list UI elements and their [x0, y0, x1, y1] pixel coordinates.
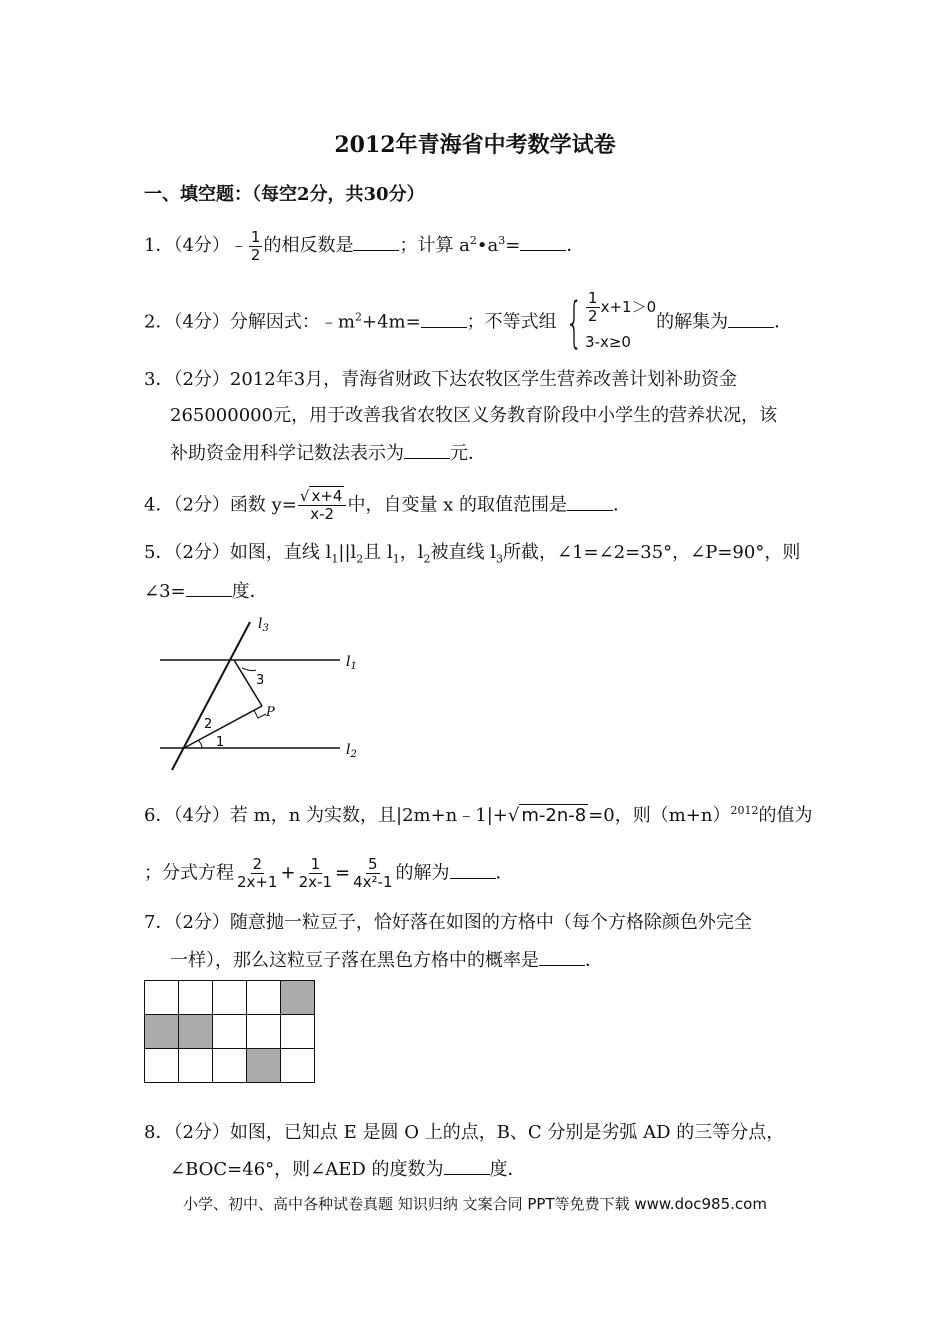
section-heading: 一、填空题：（每空2分，共30分）	[144, 184, 425, 205]
answer-blank	[404, 440, 450, 459]
label-l2: $l_2$	[346, 742, 357, 760]
question-3-line-2: 265000000元，用于改善我省农牧区义务教育阶段中小学生的营养状况，该	[170, 405, 778, 426]
dark-cell	[247, 1049, 281, 1083]
dark-cell	[281, 981, 315, 1015]
parallel-lines-figure	[140, 610, 380, 780]
label-l1: $l_1$	[346, 654, 357, 672]
answer-blank	[567, 492, 613, 511]
question-2: 2．（4分）分解因式：$﹣m^2+4m=$ ；不等式组 { $\frac{1}{2}$ x+1＞0 3-x≥0 的解集为 ．	[144, 289, 793, 354]
angle-3-label: 3	[256, 673, 265, 688]
angle-3-arc	[242, 668, 256, 671]
footer-note: 小学、初中、高中各种试卷真题 知识归纳 文案合同 PPT等免费下载 www.doc985.com	[183, 1195, 767, 1213]
label-l3: $l_3$	[258, 616, 269, 634]
question-5: 5．（2分）如图，直线 $l_1||l_2$且 $l_1$，$l_2$被直线 $l_3$所截，∠1=∠2=35°，∠P=90°，则	[144, 542, 801, 566]
question-3: 3．（2分）2012年3月，青海省财政下达农牧区学生营养改善计划补助资金	[144, 369, 738, 390]
question-8-line-2: ∠BOC=46°，则∠AED 的度数为 度．	[170, 1156, 526, 1183]
dark-cell	[145, 1015, 179, 1049]
inequality-system: { $\frac{1}{2}$ x+1＞0 3-x≥0	[565, 289, 657, 354]
fraction: $\frac{√ x+4}{x-2}$	[298, 488, 347, 523]
angle-1-arc	[198, 740, 202, 748]
angle-1-label: 1	[216, 735, 225, 750]
answer-blank	[728, 309, 774, 328]
question-1: 1．（4分）﹣ $\frac{1}{2}$ 的相反数是 ；计算 $a^2•a^3=$ ．	[144, 227, 585, 264]
dark-cell	[179, 1015, 213, 1049]
question-5-line-2: ∠3= 度．	[144, 578, 268, 605]
answer-blank	[450, 860, 496, 879]
answer-blank	[444, 1156, 490, 1175]
answer-blank	[520, 232, 566, 251]
fraction: $\frac{1}{2}$	[250, 227, 261, 264]
right-angle-mark	[254, 710, 266, 718]
point-p-label: P	[266, 705, 275, 720]
question-7: 7．（2分）随意抛一粒豆子，恰好落在如图的方格中（每个方格除颜色外完全	[144, 912, 752, 933]
answer-blank	[186, 578, 232, 597]
question-7-line-2: 一样），那么这粒豆子落在黑色方格中的概率是 ．	[170, 947, 603, 974]
question-8: 8．（2分）如图，已知点 E 是圆 O 上的点，B、C 分别是劣弧 AD 的三等分点，	[144, 1122, 785, 1143]
angle-2-label: 2	[204, 717, 213, 732]
answer-blank	[421, 309, 467, 328]
square-grid-figure	[144, 980, 315, 1083]
question-6: 6．（4分）若 m，n 为实数，且|2m+n﹣1|+√ m-2n-8 =0，则$(m+n)^{2012}$的值为	[144, 804, 813, 826]
question-3-line-3: 补助资金用科学记数法表示为 元．	[170, 440, 486, 467]
answer-blank	[539, 947, 585, 966]
question-6-line-2: ；分式方程 $\frac{2}{2x+1}$ + $\frac{1}{2x-1}$ = $\frac{5}{\text{4x²-1}}$ 的解为 ．	[144, 855, 514, 891]
question-4: 4．（2分）函数 y= $\frac{√ x+4}{x-2}$ 中，自变量 x 的取值范围是 ．	[144, 487, 632, 523]
answer-blank	[353, 232, 399, 251]
page-title: 2012年青海省中考数学试卷	[334, 132, 616, 158]
